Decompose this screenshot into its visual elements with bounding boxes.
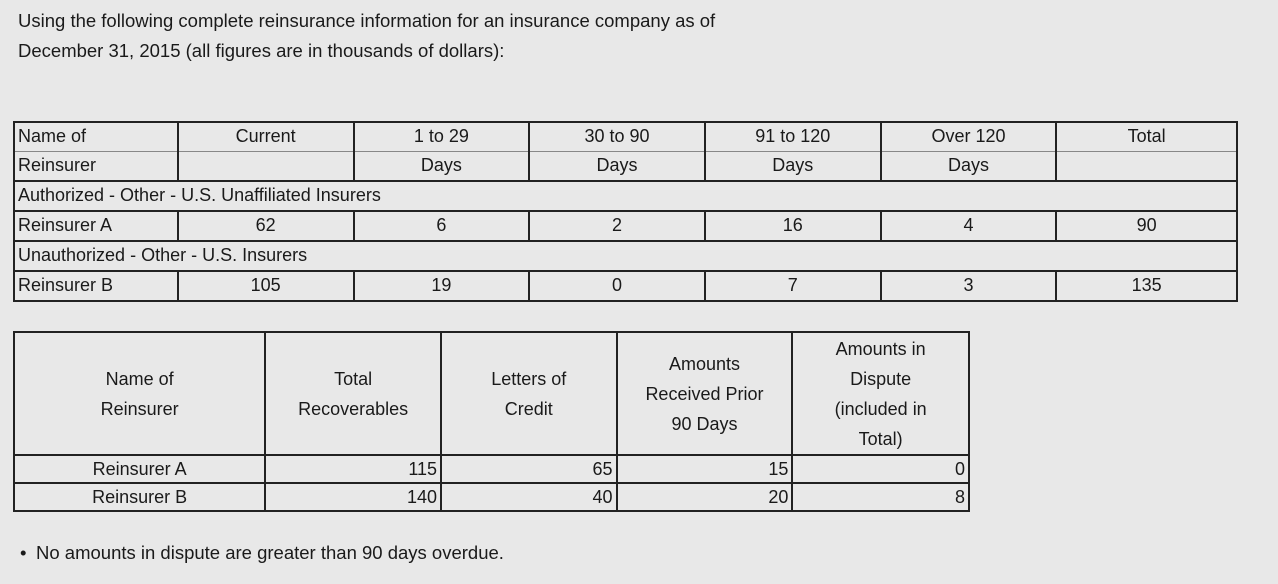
header-reinsurer: Reinsurer [14,151,178,180]
total-value: 135 [1056,271,1237,301]
header-over-120: Over 120 [881,122,1057,151]
footnote-text: No amounts in dispute are greater than 90 days overdue. [36,542,504,563]
bullet-icon: • [20,542,27,563]
header-line: Name of [105,368,174,389]
header-line: Reinsurer [100,398,179,419]
header-name-of: Name of [14,122,178,151]
header-line: Amounts in [835,338,926,359]
section-row-unauthorized [14,241,1237,271]
section-unauthorized: Unauthorized - Other - U.S. Insurers [14,241,1237,271]
header-line: Credit [504,398,553,419]
intro-line-2: December 31, 2015 (all figures are in thousands of dollars): [18,40,505,61]
over-120-value: 3 [881,271,1057,301]
header-line: Letters of [491,368,567,389]
1-to-29-value: 19 [354,271,530,301]
intro-line-1: Using the following complete reinsurance information for an insurance company as of [18,10,716,31]
header-91-to-120: 91 to 120 [705,122,881,151]
table-row [14,455,969,483]
recoverables-table [13,331,970,512]
header-days: Days [881,151,1057,180]
aging-header-row-1 [14,122,1237,151]
section-row-authorized [14,181,1237,211]
aging-header-row-2 [14,151,1237,180]
header-amounts-in-dispute [792,332,969,455]
header-name-of-reinsurer [14,332,265,455]
header-days: Days [705,151,881,180]
header-amounts-received [617,332,793,455]
header-line: Total) [858,428,903,449]
header-blank [1056,151,1237,180]
current-value: 62 [178,211,354,241]
letters-of-credit-value: 65 [441,455,617,483]
letters-of-credit-value: 40 [441,483,617,511]
intro-text [18,6,918,66]
header-total: Total [1056,122,1237,151]
header-line: 90 Days [671,413,738,434]
reinsurer-name: Reinsurer A [14,211,178,241]
total-recoverables-value: 140 [265,483,441,511]
table-row [14,271,1237,301]
91-to-120-value: 7 [705,271,881,301]
header-line: Recoverables [298,398,409,419]
header-30-to-90: 30 to 90 [529,122,705,151]
reinsurer-name: Reinsurer B [14,483,265,511]
91-to-120-value: 16 [705,211,881,241]
current-value: 105 [178,271,354,301]
recoverables-header-row [14,332,969,455]
header-line: Dispute [850,368,912,389]
reinsurer-name: Reinsurer A [14,455,265,483]
aging-table [13,121,1238,302]
header-line: Received Prior [645,383,764,404]
header-days: Days [529,151,705,180]
30-to-90-value: 2 [529,211,705,241]
section-authorized: Authorized - Other - U.S. Unaffiliated Insurers [14,181,1237,211]
reinsurer-name: Reinsurer B [14,271,178,301]
header-line: Total [334,368,373,389]
header-days: Days [354,151,530,180]
amounts-in-dispute-value: 8 [792,483,969,511]
total-value: 90 [1056,211,1237,241]
amounts-received-value: 20 [617,483,793,511]
table-row [14,211,1237,241]
over-120-value: 4 [881,211,1057,241]
amounts-received-value: 15 [617,455,793,483]
header-1-to-29: 1 to 29 [354,122,530,151]
total-recoverables-value: 115 [265,455,441,483]
header-current: Current [178,122,354,151]
header-letters-of-credit [441,332,617,455]
30-to-90-value: 0 [529,271,705,301]
header-blank [178,151,354,180]
1-to-29-value: 6 [354,211,530,241]
footnote [20,542,504,564]
amounts-in-dispute-value: 0 [792,455,969,483]
table-row [14,483,969,511]
header-line: Amounts [668,353,740,374]
header-line: (included in [834,398,927,419]
header-total-recoverables [265,332,441,455]
